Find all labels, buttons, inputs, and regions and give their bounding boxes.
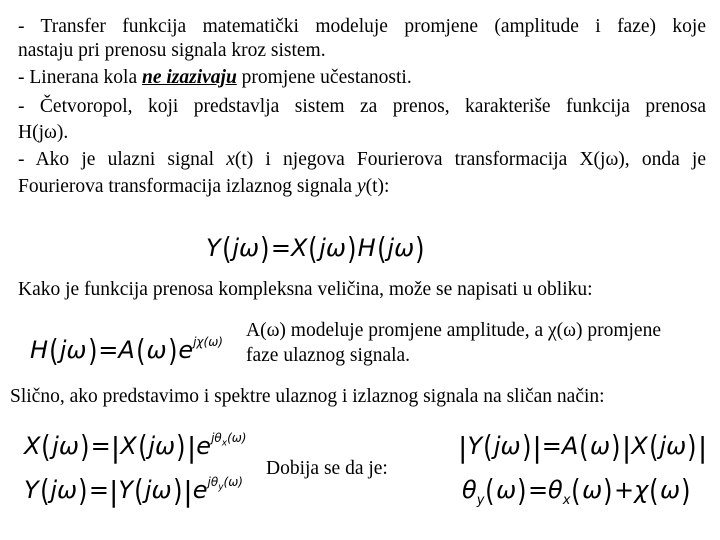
- amplitude-phase-desc-line1: A(ω) modeluje promjene amplitude, a χ(ω) promjene: [246, 320, 661, 341]
- equation-result-amplitude: |Y(jω)|=A(ω)|X(jω)|: [458, 430, 708, 465]
- para6: Slično, ako predstavimo i spektre ulaznog i izlaznog signala na sličan način:: [10, 386, 605, 407]
- equation-transfer-polar: $H(j\omega)=A(\omega)e^{j\chi(\omega)}$: [30, 334, 223, 369]
- para2-prefix: - Linerana kola: [18, 67, 142, 88]
- equation-output-spectrum: Y(jω)=X(jω)H(jω): [206, 232, 425, 267]
- amplitude-phase-desc-line2: faze ulaznog signala.: [246, 345, 411, 366]
- para4-line1: [18, 149, 706, 171]
- para4-l1-a: - Ako je ulazni signal: [18, 149, 227, 170]
- para1-line1: - Transfer funkcija matematički modeluje promjene (amplitude i faze) koje: [18, 16, 706, 37]
- equation-input-spectrum-polar: $X(j\omega)=|X(j\omega)|e^{j\theta_x(\omega)}$: [24, 430, 247, 465]
- para4-line2: [18, 176, 389, 198]
- equation-result-phase: $\theta_y(\omega)=\theta_x(\omega)+\chi(\omega)$: [462, 474, 691, 509]
- equation-output-spectrum-polar: $Y(j\omega)=|Y(j\omega)|e^{j\theta_y(\omega)}$: [24, 474, 243, 509]
- result-label: Dobija se da je:: [266, 458, 388, 479]
- para3-line1: - Četvoropol, koji predstavlja sistem za prenos, karakteriše funkcija prenosa: [18, 96, 706, 117]
- para4-l2-a: Fourierova transformacija izlaznog signala: [18, 176, 357, 197]
- para2: [18, 67, 412, 89]
- para5: Kako je funkcija prenosa kompleksna veličina, može se napisati u obliku:: [18, 279, 593, 300]
- para2-emphasis: ne izazivaju: [141, 67, 237, 88]
- para4-l1-b: (t) i njegova Fourierova transformacija X(jω), onda je: [234, 149, 706, 170]
- para4-l2-y: y: [356, 176, 366, 197]
- para2-suffix: promjene učestanosti.: [236, 67, 412, 88]
- para3-line2: H(jω).: [18, 122, 69, 143]
- para1-line2: nastaju pri prenosu signala kroz sistem.: [18, 40, 326, 61]
- para4-l2-b: (t):: [365, 176, 390, 197]
- para4-l1-x: x: [226, 149, 235, 170]
